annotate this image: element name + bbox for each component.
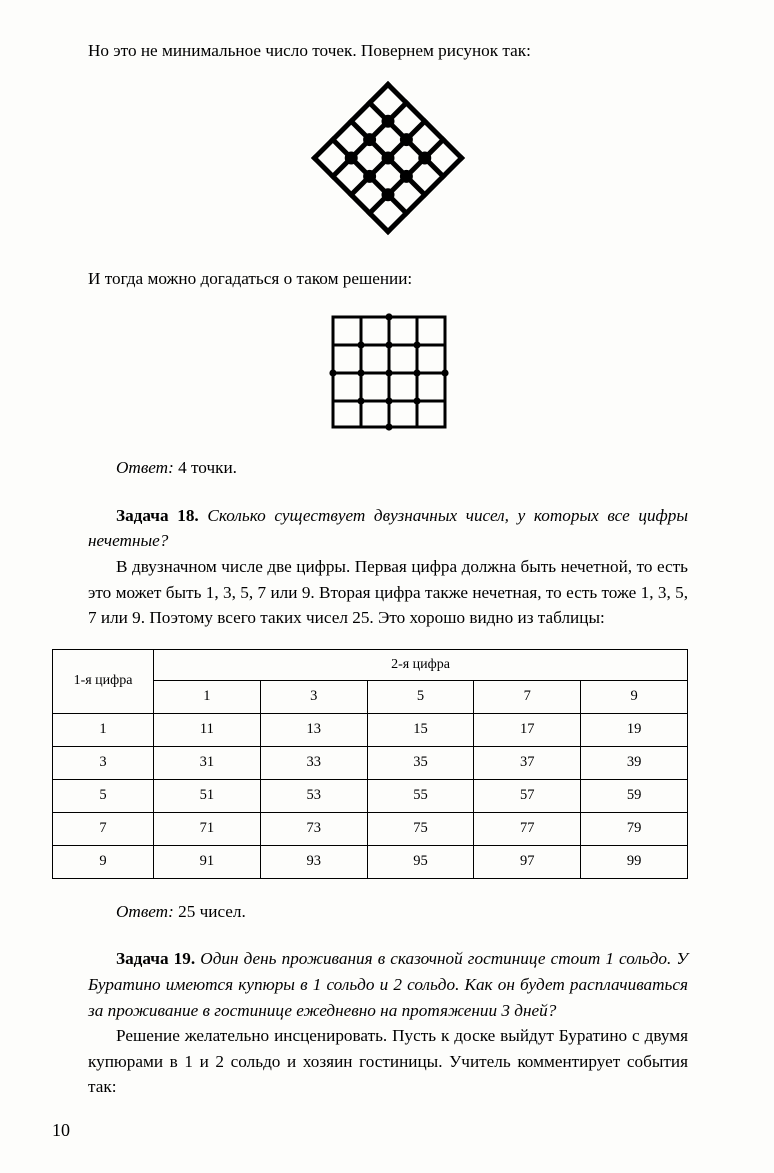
- table-row-header: 3: [53, 746, 154, 779]
- digit-table-wrap: [73, 631, 688, 879]
- answer-label: Ответ:: [116, 458, 174, 478]
- table-span-header: 2-я цифра: [154, 649, 688, 680]
- table-row: [53, 845, 688, 878]
- table-cell: 31: [154, 746, 261, 779]
- table-cell: 39: [581, 746, 688, 779]
- table-col-header: 5: [367, 680, 474, 713]
- table-cell: 77: [474, 812, 581, 845]
- table-row-header: 7: [53, 812, 154, 845]
- square-figure-wrap: [88, 307, 688, 435]
- table-cell: 15: [367, 713, 474, 746]
- table-cell: 19: [581, 713, 688, 746]
- table-row-header: 1: [53, 713, 154, 746]
- table-corner-header: 1-я цифра: [53, 649, 154, 713]
- task-18-label: Задача 18.: [116, 505, 199, 525]
- table-head-row-1: [53, 649, 688, 680]
- answer-label: Ответ:: [116, 901, 174, 921]
- table-cell: 35: [367, 746, 474, 779]
- table-cell: 91: [154, 845, 261, 878]
- table-cell: 33: [260, 746, 367, 779]
- table-cell: 57: [474, 779, 581, 812]
- table-row: [53, 779, 688, 812]
- answer-task-17: [88, 455, 688, 481]
- task-18-solution: В двузначном числе две цифры. Первая цифра должна быть нечетной, то есть это может быть 1, 3, 5, 7 или 9. Вторая цифра также нечетная, то есть тоже 1, 3, 5, 7 или 9. Поэтому всего таких чисел 25. Это хорошо видно из таблицы:: [88, 556, 688, 628]
- table-cell: 37: [474, 746, 581, 779]
- table-cell: 97: [474, 845, 581, 878]
- task-18-text: Сколько существует двузначных чисел, у которых все цифры нечетные?: [88, 505, 688, 551]
- page-number: 10: [52, 1120, 70, 1140]
- table-col-header: 9: [581, 680, 688, 713]
- task-19-label: Задача 19.: [116, 949, 196, 969]
- table-row: [53, 713, 688, 746]
- intro-rotate-text: Но это не минимальное число точек. Повернем рисунок так:: [88, 41, 531, 60]
- table-head: [53, 649, 688, 713]
- table-cell: 17: [474, 713, 581, 746]
- two-digit-numbers-table: [52, 649, 688, 879]
- square-grid-icon: [321, 307, 455, 435]
- table-cell: 55: [367, 779, 474, 812]
- table-row-header: 9: [53, 845, 154, 878]
- page-content: [73, 38, 688, 1100]
- table-cell: 75: [367, 812, 474, 845]
- table-cell: 73: [260, 812, 367, 845]
- answer-value: 25 чисел.: [178, 901, 246, 921]
- rotated-grid-diamond-icon: [278, 78, 498, 238]
- table-col-header: 3: [260, 680, 367, 713]
- table-cell: 11: [154, 713, 261, 746]
- answer-value: 4 точки.: [178, 458, 237, 478]
- task-18-statement: [88, 503, 688, 554]
- table-cell: 99: [581, 845, 688, 878]
- table-cell: 13: [260, 713, 367, 746]
- task-19-text: Один день проживания в сказочной гостинице стоит 1 сольдо. У Буратино имеются купюры в 1 сольдо и 2 сольдо. Как он будет расплачиваться за проживание в гостинице ежедневно на протяжении 3 дней?: [88, 949, 688, 1020]
- intro-solution-text: И тогда можно догадаться о таком решении:: [88, 268, 413, 288]
- table-row: [53, 746, 688, 779]
- table-cell: 93: [260, 845, 367, 878]
- table-col-header: 7: [474, 680, 581, 713]
- task-19-solution: Решение желательно инсценировать. Пусть к доске выйдут Буратино с двумя купюрами в 1 и 2 сольдо и хозяин гостиницы. Учитель комментирует события так:: [88, 1026, 688, 1097]
- answer-task-18: [88, 899, 688, 925]
- table-cell: 59: [581, 779, 688, 812]
- table-cell: 51: [154, 779, 261, 812]
- diamond-figure-wrap: [88, 78, 688, 238]
- table-row-header: 5: [53, 779, 154, 812]
- table-row: [53, 812, 688, 845]
- task-19-statement: [88, 946, 688, 1023]
- table-cell: 53: [260, 779, 367, 812]
- table-body: [53, 713, 688, 878]
- table-cell: 95: [367, 845, 474, 878]
- table-cell: 71: [154, 812, 261, 845]
- table-cell: 79: [581, 812, 688, 845]
- table-col-header: 1: [154, 680, 261, 713]
